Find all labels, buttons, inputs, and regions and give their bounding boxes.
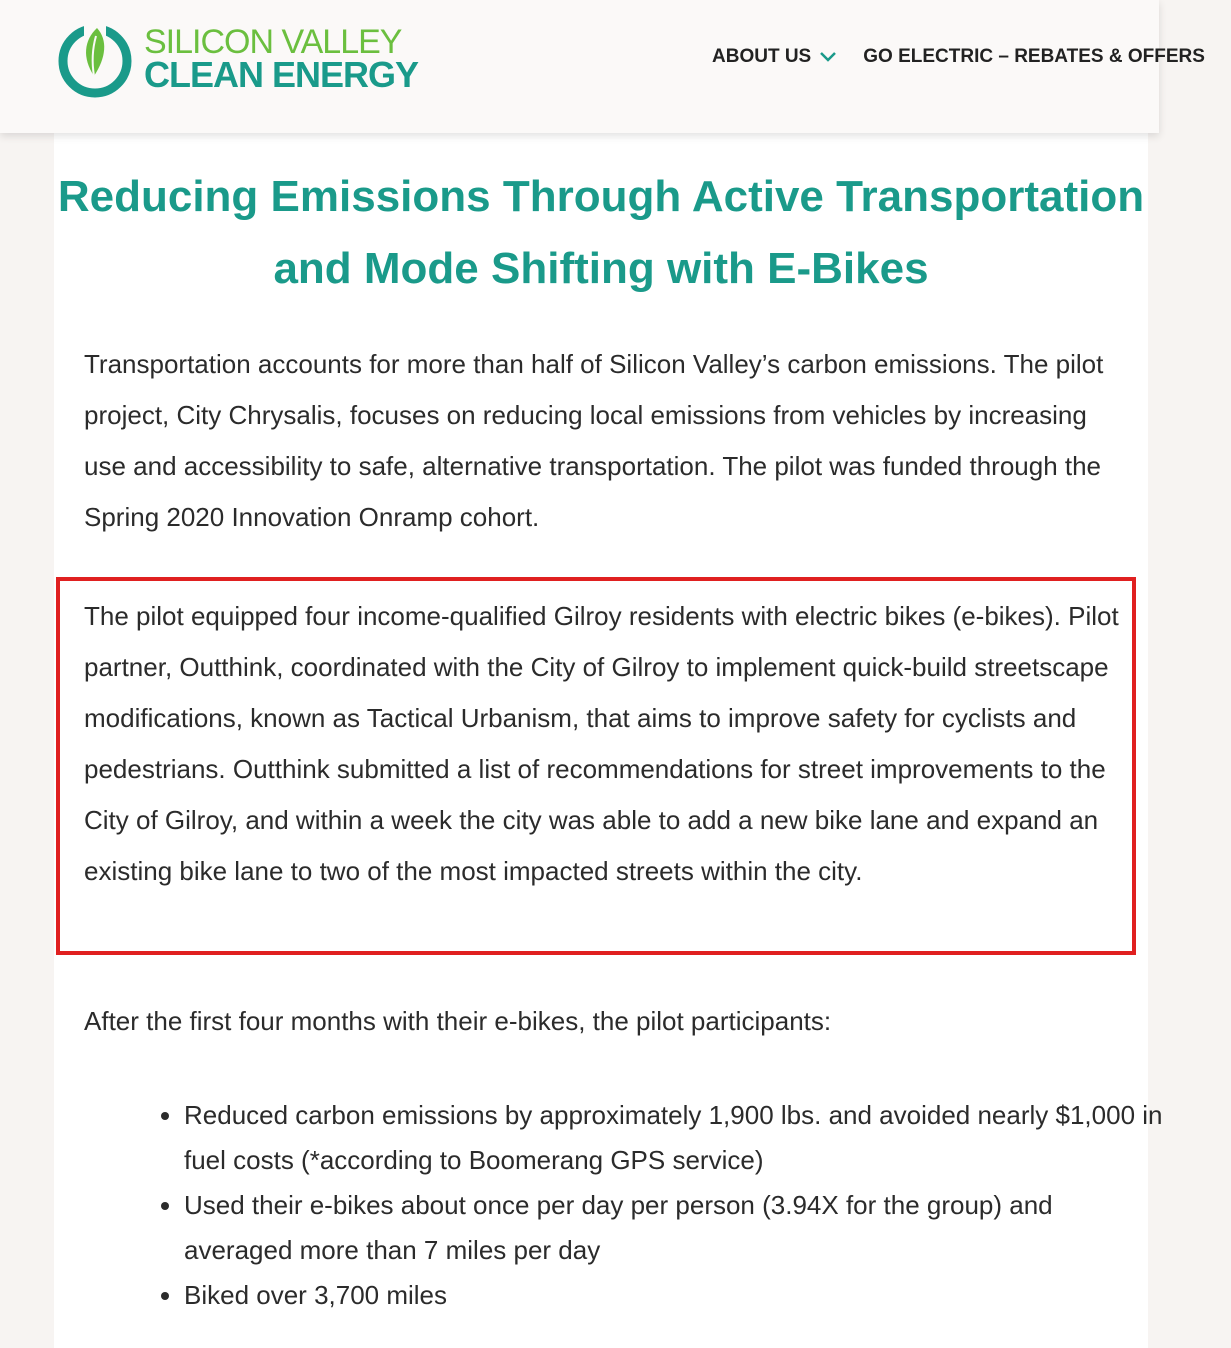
article-content: [54, 133, 1163, 1348]
site-header: [0, 0, 1205, 133]
intro-paragraph: Transportation accounts for more than half of Silicon Valley’s carbon emissions. The pilot project, City Chrysalis, focuses on reducing local emissions from vehicles by increasing use and accessibility to safe, alternative transportation. The pilot was funded through the Spring 2020 Innovation Onramp cohort.: [84, 349, 1104, 532]
nav-item-label: GO ELECTRIC – REBATES & OFFERS: [863, 46, 1205, 67]
logo-leaf-icon: [54, 18, 136, 100]
results-intro-paragraph: After the first four months with their e-bikes, the pilot participants:: [84, 1006, 832, 1036]
list-item: • Biked over 3,700 miles: [184, 1273, 1164, 1318]
main-nav: [712, 46, 1231, 68]
logo-line-1: SILICON VALLEY: [144, 23, 402, 61]
highlighted-paragraph: The pilot equipped four income-qualified Gilroy residents with electric bikes (e-bikes). Pilot partner, Outthink, coordinated with the City of Gilroy to implement quick-build streetscape modifications, known as Tactical Urbanism, that aims to improve safety for cyclists and pedestrians. Outthink submitted a list of recommendations for street improvements to the City of Gilroy, and within a week the city was able to add a new bike lane and expand an existing bike lane to two of the most impacted streets within the city.: [84, 601, 1119, 886]
page-title: Reducing Emissions Through Active Transportation and Mode Shifting with E-Bikes: [57, 172, 1145, 293]
list-item: • Used their e-bikes about once per day per person (3.94X for the group) and averaged more than 7 miles per day: [184, 1183, 1164, 1273]
chevron-down-icon: [819, 51, 837, 63]
site-logo[interactable]: [54, 18, 418, 100]
list-item: • Reduced carbon emissions by approximately 1,900 lbs. and avoided nearly $1,000 in fuel costs (*according to Boomerang GPS service): [184, 1093, 1164, 1183]
results-list: [154, 1093, 1164, 1318]
logo-wordmark: [144, 25, 418, 93]
nav-item-label: ABOUT US: [712, 46, 812, 67]
nav-item-about-us[interactable]: [712, 46, 837, 68]
nav-item-go-electric[interactable]: [863, 46, 1205, 68]
logo-line-2: CLEAN ENERGY: [144, 54, 419, 95]
